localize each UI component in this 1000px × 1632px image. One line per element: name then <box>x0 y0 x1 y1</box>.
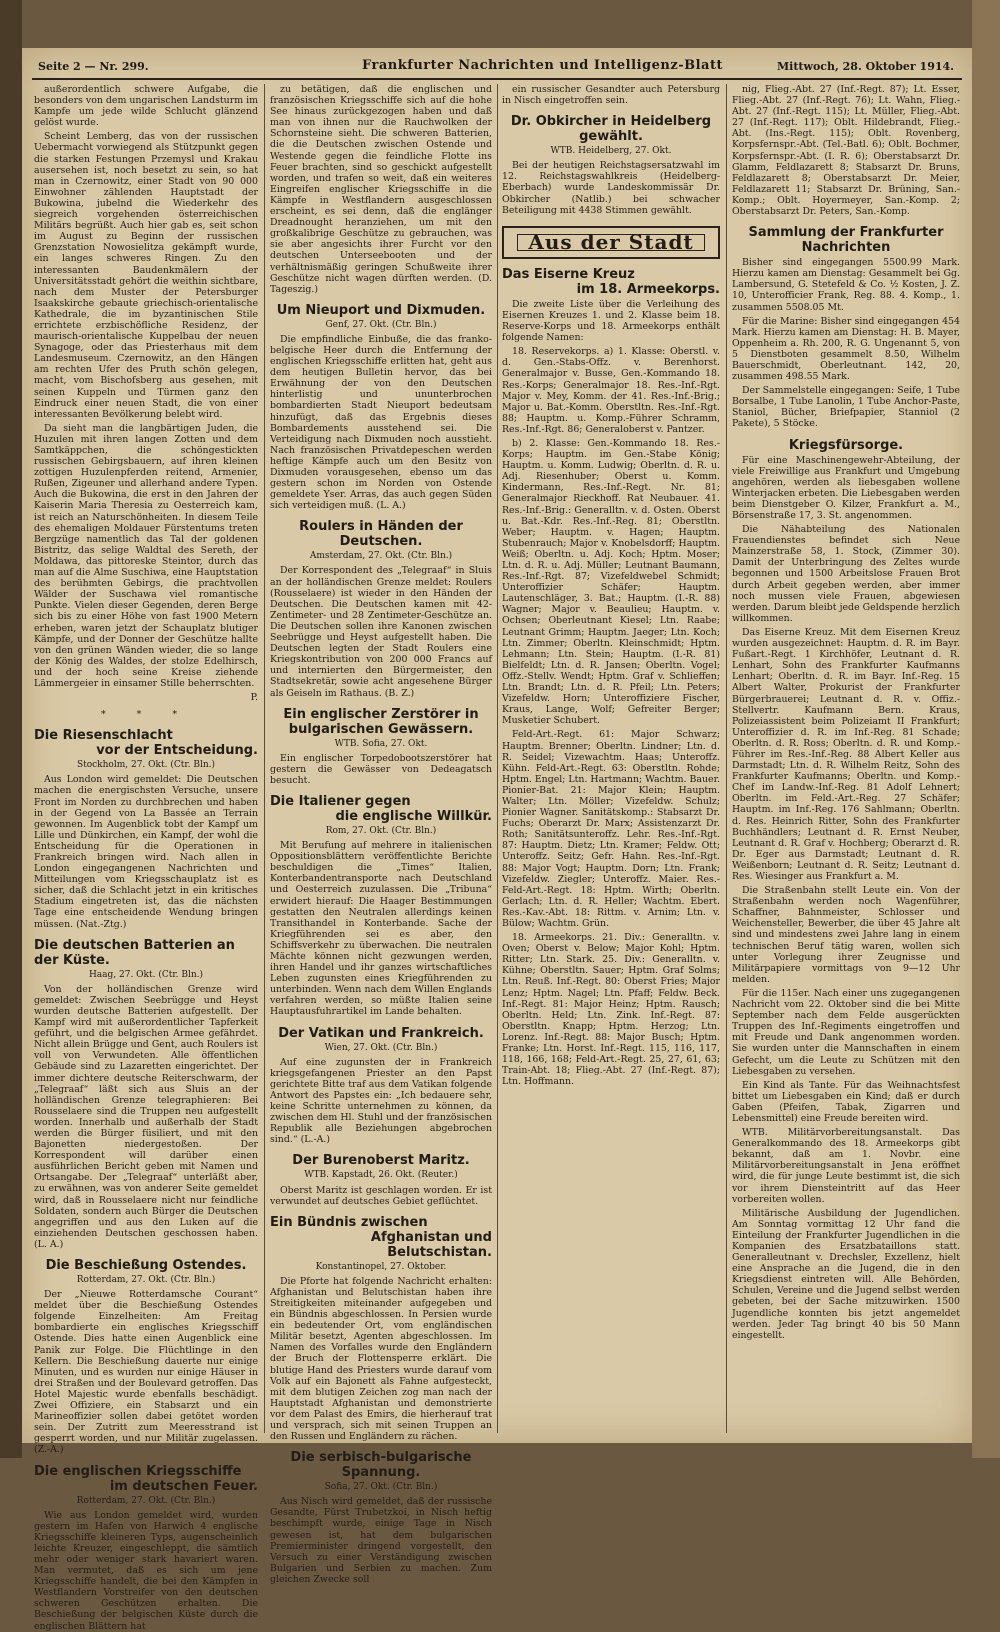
separator: * * * <box>100 709 192 721</box>
dateline: WTB. Sofia, 27. Okt. <box>334 738 428 749</box>
dateline: Haag, 27. Okt. (Ctr. Bln.) <box>88 969 204 980</box>
dateline: Rom, 27. Okt. (Ctr. Bln.) <box>325 825 437 836</box>
article-text: Bisher sind eingegangen 5500.99 Mark. Hierzu kamen am Dienstag: Gesammelt bei Gg. Lambersund, G. Stetefeld & Co. ½ Kosten, J. Z. 10, Unterofficier Frank, Reg. 88. 4. Komp., 1. zusammen 5508.05 Mt. <box>732 257 960 313</box>
headline-sammlung: Sammlung der Frankfurter Nachrichten <box>748 225 944 256</box>
article-text: 18. Reservekorps. a) 1. Klasse: Oberstl. v. d. Gen.-Stabs-Offz. v. Berenhorst. Generalmajor v. Busse, Gen.-Kommando 18. Res.-Korps; Generalmajor 18. Res.-Inf.-Rgt. Major v. Mey, Komm. der 41. Res.-Inf.-Brig.; Major u. Bat.-Komm. Oberstltn. Res.-Inf.-Rgt. 88; Hauptm. u. Komp.-Führer Schramm, Res.-Inf.-Rgt. 86; Generaloberst v. Pantzer. <box>502 346 720 435</box>
article-text: Bei der heutigen Reichstagsersatzwahl im 12. Reichstagswahlkreis (Heidelberg-Eberbach) wurde Landeskommissär Dr. Obkircher (Natlib.) bei schwacher Beteiligung mit 4438 Stimmen gewählt. <box>502 160 720 216</box>
paper-title: Frankfurter Nachrichten und Intelligenz-Blatt <box>362 58 723 73</box>
dateline: Stockholm, 27. Okt. (Ctr. Bln.) <box>76 760 216 771</box>
dateline: Wien, 27. Okt. (Ctr. Bln.) <box>324 1042 438 1053</box>
article-text: Das Eiserne Kreuz. Mit dem Eisernen Kreuz wurden ausgezeichnet: Hauptm. d. R. im Bayr. Fußart.-Regt. 1 Kirchhöfer, Leutnant d. R. Lenhart, Sohn des Frankfurter Kaufmanns Lenhart; Oberltn. d. R. im Bayr. Inf.-Reg. 15 Albert Walter, Prokurist der Frankfurter Bürgerbrauerei; Leutnant d. R. v. Offiz.-Stellvertr. Kaufmann Bern. Kraus, Polizeiassistent beim Polizeiamt II Frankfurt; Unteroffizier d. R. im Inf.-Reg. 81 Schade; Oberltn. d. R. Ross; Oberltn. d. R. und Komp.-Führer im Res.-Inf.-Reg. 88 Albert Keller aus Darmstadt; Ltn. d. R. Wilhelm Reitz, Sohn des Frankfurter Kaufmanns; Oberltn. und Komp.-Chef im Landw.-Inf.-Reg. 81 Adolf Lehnert; Oberltn. im Feld.-Art.-Reg. 27 Schäfer; Hauptm. im Inf.-Reg. 176 Sahlmann; Oberltn. d. Res. Heinrich Ritter, Sohn des Frankfurter Buchhändlers; Leutnant d. R. Ernst Neuber, Leutnant d. R. Graf v. Hochberg; Oberarzt d. R. Dr. Eger aus Darmstadt; Leutnant d. R. Weißenborn; Leutnant d. R. Seitz; Leutnant d. Res. Wiesinger aus Frankfurt a. M. <box>732 626 960 882</box>
article-text: Mit Berufung auf mehrere in italienischen Oppositionsblättern veröffentlichte Berichte beschuldigen die „Times“ Italien, Konterbandentransporte nach Deutschland und Oesterreich zuzulassen. Die „Tribuna“ erwidert hierauf: Die Haager Bestimmungen gestatten den Neutralen allerdings keinen Transithandel in Konterbande. Sache der Kriegführenden sei es aber, den Schiffsverkehr zu überwachen. Die neutralen Mächte können nicht gezwungen werden, ihren Handel und ihr ganzes wirtschaftliches Leben zugunsten eines Kriegführenden zu unterbinden. Wenn nach dem Willen Englands verfahren werden, so müßte Italien seine Hauptausfuhrartikel im Lande behalten. <box>270 840 492 1018</box>
headline-kriegsschiffe: Die englischen Kriegsschiffe im deutschen Feuer. <box>34 1463 258 1494</box>
article-text: Die Pforte hat folgende Nachricht erhalten: Afghanistan und Belutschistan haben ihre Streitigkeiten miteinander aufgegeben und ein Bündnis abgeschlossen. In Persien wurde ein bedeutender Ort, vom engländischen Militär besetzt, Agenten abgeschlossen. Im Namen des Vorfalles wurde den Engländern der Bruch der Flottensperre erklärt. Die blutige Hand des Priesters wurde darauf vom Volk auf ein Bajonett als Fahne aufgesteckt, mit dem blutigen Zeichen zog man nach der Hauptstadt Afghanistan und demonstrierte vor dem Palast des Emirs, die hierherauf trat und versprach, sich mit seinen Truppen an den Russen und Engländern zu rächen. <box>270 1275 492 1443</box>
article-text: Die Nähabteilung des Nationalen Frauendienstes befindet sich Neue Mainzerstraße 58, 1. Stock, (Zimmer 30). Damit der Unterbringung des Zeltes wurde begonnen und 1500 Arbeitslose Frauen Brot durch Arbeit gegeben werden, aber immer noch mussen viele Frauen, abgewiesen werden. Darum bleibt jede Geldspende herzlich willkommen. <box>732 524 960 624</box>
masthead <box>32 56 962 80</box>
headline-riesenschlacht: Die Riesenschlacht vor der Entscheidung. <box>34 728 258 759</box>
page-edge <box>972 0 1000 1458</box>
column-rule <box>264 84 265 1433</box>
column-3 <box>502 84 720 1433</box>
article-text: WTB. Militärvorbereitungsanstalt. Das Generalkommando des 18. Armeekorps gibt bekannt, daß am 1. Novbr. eine Militärvorbereitungsanstalt in Jena eröffnet wird, die für junge Leute bestimmt ist, die sich vor ihrem Diensteintritt auf das Heer vorbereiten wollen. <box>732 1127 960 1205</box>
headline-serbisch: Die serbisch-bulgarische Spannung. <box>290 1450 472 1481</box>
headline-nieuport: Um Nieuport und Dixmuden. <box>276 302 486 318</box>
article-text: Die Straßenbahn stellt Leute ein. Von der Straßenbahn werden noch Wagenführer, Schaffner, Bahnmeister, Schlosser und Weichensteller, Bewerber, die über 45 Jahre alt sind und mindestens zwei Jahre lang in einem technischen Beruf tätig waren, wollen sich unter Vorlegung ihrer Zeugnisse und Militärpapiere vormittags von 9—12 Uhr melden. <box>732 885 960 985</box>
article-text: 18. Armeekorps. 21. Div.: Generalltn. v. Oven; Oberst v. Below; Major Kohl; Hptm. Ritter; Ltn. Stark. 25. Div.: Generalltn. v. Kühne; Oberstltn. Sauer; Hptm. Graf Solms; Ltn. Reuß. Inf.-Regt. 80: Oberst Fries; Major Lenz; Hptm. Nagel; Ltn. Pfaff; Feldw. Beck. Inf.-Regt. 81: Major Heinz; Hptm. Rausch; Oberltn. Held; Ltn. Zink. Inf.-Regt. 87: Oberstltn. Knapp; Hptm. Herzog; Ltn. Lorenz. Inf.-Regt. 88: Major Busch; Hptm. Franke; Ltn. Horst. Inf.-Regt. 115, 116, 117, 118, 166, 168; Feld-Art.-Regt. 25, 27, 61, 63; Train-Abt. 18; Flieg.-Abt. 27 (Inf.-Regt. 87); Ltn. Hoffmann. <box>502 932 720 1088</box>
article-text: Scheint Lemberg, das von der russischen Uebermacht vorwiegend als Stützpunkt gegen die starken Festungen Przemysl und Krakau ausersehen ist, noch besetzt zu sein, so hat man in Czernowitz, einer Stadt von 90 000 Einwohner zählenden Hauptstadt der Bukowina, jubelnd die Wiederkehr des siegreich vorgehenden österreichischen Militärs begrüßt. Auch hier gab es, seit schon im August zu Beginn der russischen Grenzstation Nowosielitza gekämpft wurde, ein langes schweres Ringen. Zu den interessanten Baudenkmälern der Universitätsstadt gehört die weithin sichtbare, nach dem Muster der Petersburger Isaakskirche gebaute griechisch-orientalische Kathedrale, die im byzantinischen Stile errichtete erzbischöfliche Residenz, der maurisch-orientalische Kuppelbau der neuen Synagoge, oder das Priesterhaus mit dem Landesmuseum. Czernowitz, an den Hängen am rechten Ufer des Pruth schön gelegen, macht, vom Bischofsberg aus gesehen, mit seinen Kuppeln und Türmen ganz den Eindruck einer neuen Stadt, die von einer interessanten Bevölkerung belebt wird. <box>34 131 258 420</box>
column-1 <box>34 84 258 1632</box>
headline-obkircher: Dr. Obkircher in Heidelberg gewählt. <box>510 114 712 145</box>
page-number: Seite 2 — Nr. 299. <box>38 60 149 73</box>
article-text: ein russischer Gesandter auch Petersburg in Nisch eingetroffen sein. <box>502 84 720 107</box>
article-text: Aus London wird gemeldet: Die Deutschen machen die energischsten Versuche, unsere Front im Norden zu durchbrechen und haben in der Gegend von La Bassée an Terrain gewonnen. Im Augenblick tobt der Kampf um Lille und Dünkirchen, ein Kampf, der wohl die Entscheidung für die Operationen in Frankreich bringen wird. Nach allen in London eingegangenen Nachrichten und Mitteilungen vom Kriegsschauplatz ist es sicher, daß die Schlacht jetzt in ein kritisches Stadium eingetreten ist, das die nächsten Tage eine entscheidende Wendung bringen müssen. (Nat.-Ztg.) <box>34 774 258 930</box>
article-text: Feld-Art.-Regt. 61: Major Schwarz; Hauptm. Brenner; Oberltn. Lindner; Ltn. d. R. Seidel; Vizewachtm. Haas; Unteroffz. Kühn. Feld-Art.-Regt. 63: Oberstltn. Rohde; Hptm. Engel; Ltn. Hartmann; Wachtm. Bauer. Pionier-Bat. 21: Major Klein; Hauptm. Walter; Ltn. Möller; Vizefeldw. Schulz; Pionier Wagner. Sanitätskomp.: Stabsarzt Dr. Fuchs; Oberarzt Dr. Marx; Assistenzarzt Dr. Roth; Sanitätsunteroffz. Lehr. Res.-Inf.-Rgt. 87: Hauptm. Dietz; Ltn. Kramer; Feldw. Ott; Unteroffz. Seitz; Gefr. Hahn. Res.-Inf.-Rgt. 88: Major Vogt; Hauptm. Dorn; Ltn. Frank; Vizefeldw. Ziegler; Unteroffz. Maier. Res.-Feld-Art.-Regt. 18: Hptm. Wirth; Oberltn. Gerlach; Ltn. d. R. Heller; Wachtm. Ebert. Res.-Kav.-Abt. 18: Rittm. v. Arnim; Ltn. v. Bülow; Wachtm. Grün. <box>502 729 720 929</box>
column-rule <box>726 84 727 1433</box>
article-text: Die empfindliche Einbuße, die das franko-belgische Heer durch die Entfernung der englischen Kriegsschiffe erlitten hat, geht aus dem heutigen Bulletin hervor, das bei Erwähnung der von den Deutschen hinterlistig und ununterbrochen bombardierten Stadt Nieuport bedeutsam hinzufügt, daß das Ergebnis dieses Bombardements ausstehend sei. Die Verteidigung nach Dixmuden noch ausstieht. Nach französischen Privatdepeschen werden heftige Kämpfe auch um den Besitz von Dixmuden vorausgesehen, ebenso um das gestern schon im Norden von Ostende gemeldete Yser. Arras, das auch gegen Süden sich verteidigen muß. (L. A.) <box>270 333 492 512</box>
article-text: nig, Flieg.-Abt. 27 (Inf.-Regt. 87); Lt. Esser, Flieg.-Abt. 27 (Inf.-Regt. 76); Lt. Wahn, Flieg.-Abt. 27 (Inf.-Regt. 115); Lt. Müller, Flieg.-Abt. 27 (Inf.-Regt. 117); Oblt. Hildebrandt, Flieg.-Abt. (Ins.-Regt. 115); Oblt. Rovenberg, Korpsfernspr.-Abt. (Tel.-Batl. 6); Oblt. Bochmer, Korpsfernspr.-Abt. (I. R. 6); Oberstabsarzt Dr. Glamm, Feldlazarett 8; Stabsarzt Dr. Bruns, Feldlazarett 8; Oberstabsarzt Dr. Meier, Feldlazarett 11; Stabsarzt Dr. Brüning, San.-Komp.; Oblt. Hoyermeyer, San.-Komp. 2; Oberstabsarzt Dr. Peters, San.-Komp. <box>732 84 960 218</box>
article-text: Wie aus London gemeldet wird, wurden gestern im Hafen von Harwich 4 englische Kriegsschiffe kleineren Typs, augenscheinlich leichte Kreuzer, eingeschleppt, die sämtlich mehr oder weniger stark havariert waren. Man vermutet, daß es sich um jene Kriegsschiffe handelt, die bei den Kämpfen in Westflandern Vorstreifer von den deutschen schweren Geschützen erhalten. Die Beschießung der belgischen Küste durch die englischen Blättern hat <box>34 1509 258 1632</box>
newspaper-page <box>22 48 972 1632</box>
headline-zerstoerer: Ein englischer Zerstörer in bulgarischen Gewässern. <box>283 706 479 737</box>
headline-afghanistan: Ein Bündnis zwischen Afghanistan und Belutschistan. <box>270 1214 492 1260</box>
article-text: Militärische Ausbildung der Jugendlichen. Am Sonntag vormittag 12 Uhr fand die Einteilung der Frankfurter Jugendlichen in die Kompanien des Ersatzbataillons statt. Generalleutnant v. Drechsler, Exzellenz, hielt eine Ansprache an die Jugend, die in den Kriegsdienst eintreten will. Alle Behörden, Schulen, Vereine und die Jugend selbst werden gebeten, bei der Sache mitzuwirken. 1500 Jugendliche konnten bis jetzt angemeldet werden. Jeder Tag bringt 40 bis 50 Mann eingestellt. <box>732 1207 960 1341</box>
dateline: Sofia, 27. Okt. (Ctr. Bln.) <box>324 1482 438 1493</box>
article-text: Von der holländischen Grenze wird gemeldet: Zwischen Seebrügge und Heyst wurden deutsche Batterien aufgestellt. Der Kampf wird mit außerordentlicher Tapferkeit geführt, und die belgischen Armee gefährdet. Nicht allein Brügge und Gent, auch Roulers ist voll von Verwundeten. Alle öffentlichen Gebäude sind zu Lazaretten eingerichtet. Der immer dichtere deutsche Reiterschwarm, der „Telegraaf“ läßt sich aus Sluis an der holländischen Grenze telegraphieren: Bei Rousselaere sind die Truppen neu aufgestellt worden. Innerhalb und außerhalb der Stadt werden die Bürger füsiliert, und mit den Bajonetten niedergestoßen. Der Korrespondent will darüber einen ausführlichen Bericht geben mit Namen und Ortsangabe. Der „Telegraaf“ unterläßt aber, zu erwähnen, was von anderer Seite gemeldet wird, daß in Rousselaere nicht nur feindliche Soldaten, sondern auch Bürger die Deutschen angegriffen und aus den Luken auf die einziehenden Deutschen geschossen haben. (L. A.) <box>34 983 258 1250</box>
column-rule <box>497 84 498 1433</box>
author-initial: P. <box>250 692 258 704</box>
article-text: Die zweite Liste über die Verleihung des Eisernen Kreuzes 1. und 2. Klasse beim 18. Reserve-Korps und 18. Armeekorps enthält folgende Namen: <box>502 298 720 344</box>
article-text: außerordentlich schwere Aufgabe, die besonders von dem ungarischen Landsturm im Kampfe um jede wilde Schlucht glänzend gelöst wurde. <box>34 84 258 129</box>
article-text: Ein englischer Torpedobootszerstörer hat gestern die Gewässer von Dedeagatsch besucht. <box>270 752 492 786</box>
article-text: Für die Marine: Bisher sind eingegangen 454 Mark. Hierzu kamen am Dienstag: H. B. Mayer, Oppenheim a. Rh. 200, R. G. Ungenannt 5, von 5 Dienstboten gesammelt 8.50, Wilhelm Bauerschmidt, Oberleutnant. 142, 20, zusammen 498.55 Mark. <box>732 315 960 383</box>
article-text: Aus Nisch wird gemeldet, daß der russische Gesandte, Fürst Trubetzkoi, in Nisch heftig beschimpft wurde, einige Tage in Nisch gewesen ist, hat dem bulgarischen Premierminister dringend vorgestellt, den Versuch zu einer Verständigung zwischen Bulgarien und Serbien zu machen. Zum gleichen Zwecke soll <box>270 1496 492 1585</box>
headline-kriegsfuersorge: Kriegsfürsorge. <box>788 437 904 453</box>
dateline: Rotterdam, 27. Okt. (Ctr. Bln.) <box>76 1275 216 1285</box>
section-banner: Aus der Stadt <box>502 226 720 259</box>
dateline: Konstantinopel, 27. Oktober. <box>315 1261 447 1272</box>
article-text: Ein Kind als Tante. Für das Weihnachtsfest bittet um Liebesgaben ein Kind; daß er durch Gaben (Pfeifen, Tabak, Zigarren und Lebensmittel) eine Freude bereiten wird. <box>732 1079 960 1124</box>
article-text: Der Sammelstelle eingegangen: Seife, 1 Tube Borsalbe, 1 Tube Lanolin, 1 Tube Anchor-Paste, Staniol, Bücher, Briefpapier, Stanniol (2 Pakete), 5 Stöcke. <box>732 385 960 430</box>
headline-ostende: Die Beschießung Ostendes. <box>45 1258 247 1273</box>
book-spine <box>0 0 22 1458</box>
article-text: zu betätigen, daß die englischen und französischen Kriegsschiffe sich auf die hohe See hinaus zurückgezogen haben und daß man von ihnen nur die Rauchwolken der Schornsteine sieht. Die schweren Batterien, die die Deutschen zwischen Ostende und Westende gegen die feindliche Flotte ins Feuer brachten, sind so geschickt aufgestellt worden, und trafen so weit, daß ein weiteres Eingreifen englischer Kriegsschiffe in die Kämpfe in Westflandern ausgeschlossen erscheint, es sei denn, daß die englänger Dreadnought heranziehen, um mit den großkalibrige Geschütze zu gebrauchen, was sie aber angesichts ihrer Furcht vor den deutschen Unterseebooten und der verhältnismäßig geringen Schußweite ihrer Geschütze nicht wagen dürften werden. (D. Tageszig.) <box>270 84 492 295</box>
column-4 <box>732 84 960 1433</box>
headline-vatikan: Der Vatikan und Frankreich. <box>278 1025 484 1041</box>
dateline: Rotterdam, 27. Okt. (Ctr. Bln.) <box>76 1495 216 1506</box>
article-text: Für die 115er. Nach einer uns zugegangenen Nachricht vom 22. Oktober sind die bei Mitte September nach dem Felde ausgerückten Truppen des Inf.-Regiments eingetroffen und mit Freude und Dank angenommen worden. Sie wurden unter die Mannschaften in einem Gefecht, um die Leute zu Schützen mit den Liebesgaben zu versehen. <box>732 987 960 1077</box>
article-text: Der Korrespondent des „Telegraaf“ in Sluis an der holländischen Grenze meldet: Roulers (Rousselaere) ist wieder in den Händen der Deutschen. Die Deutschen kamen mit 42-Zentimeter- und 28 Zentimeter-Geschütze an. Die Deutschen sollen ihre Kanonen zwischen Seebrügge und Heyst aufgestellt haben. Die Deutschen legten der Stadt Roulers eine Kriegskontribution von 200 000 Francs auf und internierten den Bürgermeister, den Stadtsekretär, sowie acht angesehene Bürger als Geiseln im Rathaus. (B. Z.) <box>270 565 492 699</box>
headline-eisernes-kreuz: Das Eiserne Kreuz im 18. Armeekorps. <box>502 266 720 297</box>
headline-batterien: Die deutschen Batterien an der Küste. <box>34 937 235 968</box>
dateline: WTB. Heidelberg, 27. Okt. <box>550 146 672 157</box>
headline-roulers: Roulers in Händen der Deutschen. <box>299 519 463 550</box>
headline-maritz: Der Burenoberst Maritz. <box>292 1153 470 1169</box>
article-text: Der „Nieuwe Rotterdamsche Courant“ meldet über die Beschießung Ostendes folgende Einzelheiten: Am Freitag bombardierte ein englisches Kriegsschiff Ostende. Dies hatte einen Augenblick eine Panik zur Folge. Die Flüchtlinge in den Kellern. Die Beschießung dauerte nur einige Minuten, und es wurden nur einige Häuser in drei Straßen und der Boulevard getroffen. Das Hotel Majestic wurde ebenfalls beschädigt. Zwei Offiziere, ein Stabsarzt und ein Marineoffizier sollen dabei getötet worden sein. Der Zutritt zum Meeresstrand ist gesperrt worden, und nur Militär zugelassen. (Z.-A.) <box>34 1289 258 1456</box>
dateline: WTB. Kapstadt, 26. Okt. (Reuter.) <box>304 1170 458 1181</box>
headline-italiener: Die Italiener gegen die englische Willkür. <box>270 793 492 824</box>
issue-date: Mittwoch, 28. Oktober 1914. <box>776 60 954 73</box>
article-text: b) 2. Klasse: Gen.-Kommando 18. Res.-Korps; Hauptm. im Gen.-Stabe König; Hauptm. u. Komm. Ludwig; Oberltn. d. R. u. Adj. Riesenhuber; Oberst u. Komm. Kindermann, Res.-Inf.-Regt. Nr. 81; Generalmajor Rieckhoff. Rat Neubauer. 41. Res.-Inf.-Brig.: Generalltn. v. d. Osten. Oberst u. Bat.-Kdr. Res.-Inf.-Reg. 81; Oberstltn. Weber; Hauptm. v. Hagen; Hauptm. Stubenrauch; Major v. Knobelsdorff; Hauptm. Weiß; Oberltn. u. Adj. Koch; Hptm. Moser; Ltn. d. R. u. Adj. Müller; Leutnant Baumann, Res.-Inf.-Rgt. 87; Vizefeldwebel Schmidt; Unteroffizier Schäfer; Hauptm. Lautenschläger, 3. Bat.; Hauptm. (I.-R. 88) Wagner; Major v. Beaulieu; Hauptm. v. Ochsen; Oberleutnant Kiesel; Ltn. Raabe; Leutnant Grimm; Hauptm. Jaeger; Ltn. Koch; Ltn. Zimmer; Oberltn. Kleinschmidt; Hptm. Lehmann; Ltn. Stein; Hauptm. (I.-R. 81) Bielfeldt; Ltn. d. R. Jansen; Oberltn. Vogel; Offz.-Stellv. Wendt; Hptm. Graf v. Schlieffen; Ltn. Brandt; Ltn. d. R. Pfeil; Ltn. Peters; Vizefeldw. Horn; Unteroffiziere Fischer, Kraus, Lange, Wolf; Gefreiter Berger; Musketier Schubert. <box>502 437 720 727</box>
column-2 <box>270 84 492 1585</box>
dateline: Amsterdam, 27. Okt. (Ctr. Bln.) <box>309 551 453 562</box>
article-text: Da sieht man die langbärtigen Juden, die Huzulen mit ihren langen Zotten und dem Samtkäppchen, die schöngestickten russischen Gebirgsbauern, auf ihren kleinen zottigen Huzulenpferden reitend, Armenier, Rußen, Zigeuner und allerhand andere Typen. Auch die Bukowina, die erst in den Jahren der Kaiserin Maria Theresia zu Oesterreich kam, ist reich an Naturschönheiten. In diesem Teile des ehemaligen Moldauer Fürstentums treten Bergzüge namentlich das Tal der goldenen Bistritz, das selige Waldtal des Sereth, der Moldawa, das pittoreske Steintor, durch das man auf die Alme Suschiwa, eine Hauptstation des berühmten Gebirgs, die prachtvollen Wälder der Suschawa viel romantische Punkte. Vielen dieser Gegenden, deren Berge sich bis zu einer Höhe von fast 1900 Metern erheben, waren jetzt der Schauplatz blutiger Kämpfe, und der Donner der Geschütze hallte von den grünen Wänden wieder, die so lange der König des Waldes, der stolze Edelhirsch, und der hoch seine Kreise ziehende Lämmergeier in einsamer Stille beherrschten. <box>34 422 258 689</box>
article-text: Für eine Maschinengewehr-Abteilung, der viele Freiwillige aus Frankfurt und Umgebung angehören, werden als liebesgaben wollene Winterjacken erbeten. Die Liebesgaben werden beim Dienstgeber O. Kilzer, Frankfurt a. M., Börsenstraße 17, 3. St. angenommen. <box>732 454 960 521</box>
article-text: Oberst Maritz ist geschlagen worden. Er ist verwundet auf deutsches Gebiet geflüchtet. <box>270 1184 492 1207</box>
dateline: Genf, 27. Okt. (Ctr. Bln.) <box>325 319 437 330</box>
article-text: Auf eine zugunsten der in Frankreich kriegsgefangenen Priester an den Papst gerichtete Bitte traf aus dem Vatikan folgende Antwort des Papstes ein: „Ich bedauere sehr, keine Schritte unternehmen zu können, da zwischen dem Hl. Stuhl und der französischen Republik alle Beziehungen abgebrochen sind.“ (L.-A.) <box>270 1056 492 1146</box>
